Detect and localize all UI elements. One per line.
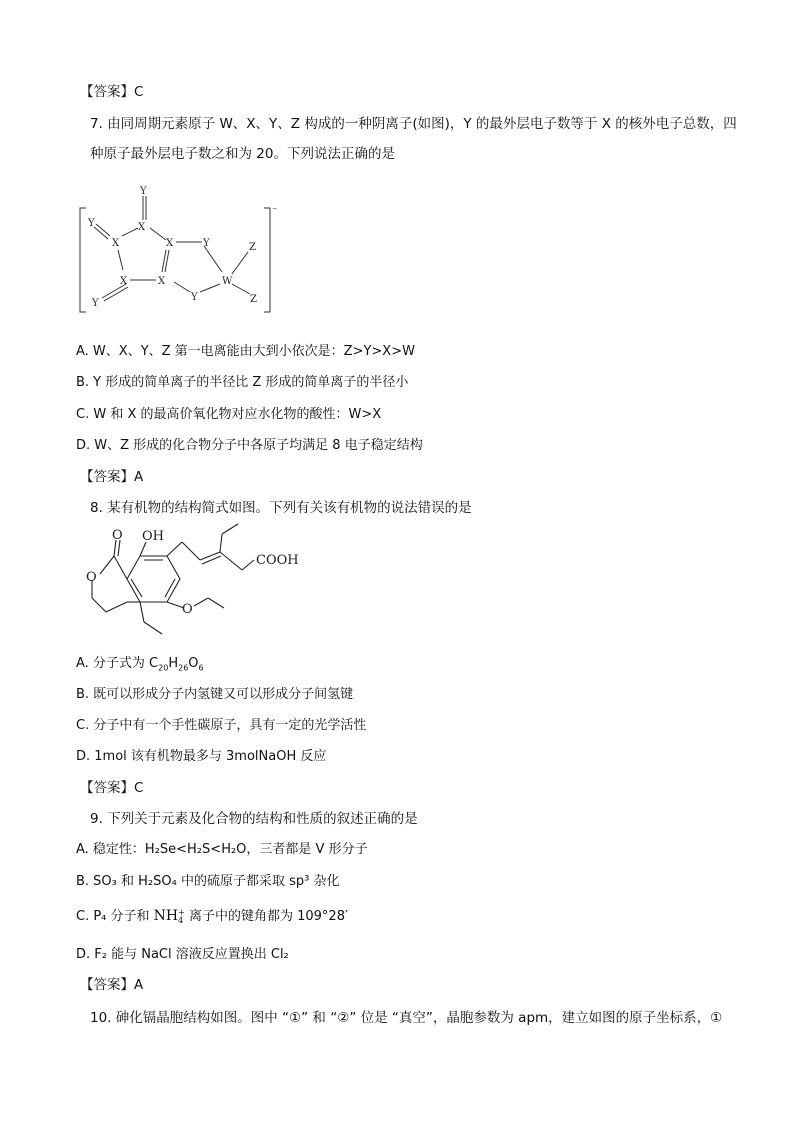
q9-answer: 【答案】A: [80, 977, 144, 993]
q8-option-a-h: H: [168, 656, 179, 671]
q9-option-c-charge: +: [178, 907, 185, 917]
q7-option-c: C. W 和 X 的最高价氧化物对应水化物的酸性：W>X: [76, 407, 382, 422]
q8-organic-structure-figure: [72, 522, 312, 647]
q8-option-a-c-count: 20: [158, 663, 169, 673]
atom-y-bottom: Y: [92, 298, 99, 309]
q9-option-c-prefix: C. P₄ 分子和: [76, 909, 154, 924]
q7-option-d: D. W、Z 形成的化合物分子中各原子均满足 8 电子稳定结构: [76, 438, 423, 453]
q9-option-a: A. 稳定性：H₂Se<H₂S<H₂O，三者都是 V 形分子: [76, 842, 368, 857]
q9-option-c-ion: NH: [153, 908, 179, 924]
q9-option-c-suffix: 离子中的键角都为 109°28′: [184, 909, 348, 924]
q8-stem: 8. 某有机物的结构简式如图。下列有关该有机物的说法错误的是: [90, 500, 472, 516]
q9-option-b: B. SO₃ 和 H₂SO₄ 中的硫原子都采取 sp³ 杂化: [76, 874, 340, 889]
atom-x-left: X: [112, 238, 120, 249]
atom-y-lower-bridge: Y: [191, 292, 198, 303]
q8-option-a-o-count: 6: [198, 663, 204, 673]
q8-option-a-o: O: [188, 656, 199, 671]
q8-option-a: [76, 654, 204, 674]
q9-option-c-subscript: 4: [178, 915, 184, 925]
atom-y-top: Y: [140, 186, 147, 197]
atom-x-top: X: [138, 222, 146, 233]
carbonyl-o-label: O: [112, 528, 123, 543]
q8-option-c: C. 分子中有一个手性碳原子，具有一定的光学活性: [76, 718, 367, 733]
q9-option-d: D. F₂ 能与 NaCl 溶液反应置换出 Cl₂: [76, 947, 289, 962]
oh-label: OH: [142, 529, 164, 544]
atom-x-bottom-right: X: [158, 276, 166, 287]
q8-option-a-h-count: 26: [178, 663, 189, 673]
q8-option-b: B. 既可以形成分子内氢键又可以形成分子间氢键: [76, 687, 354, 702]
q7-stem-line2: 种原子最外层电子数之和为 20。下列说法正确的是: [90, 146, 395, 162]
q7-anion-structure-figure: [70, 180, 290, 320]
ether-o-label: O: [182, 602, 193, 617]
atom-x-right: X: [166, 238, 174, 249]
q7-option-b: B. Y 形成的简单离子的半径比 Z 形成的简单离子的半径小: [76, 375, 409, 390]
atom-z-upper: Z: [249, 242, 256, 253]
q9-option-c: [76, 906, 348, 927]
q7-stem-line1: 7. 由同周期元素原子 W、X、Y、Z 构成的一种阴离子(如图)，Y 的最外层电子数等于 X 的核外电子总数，四: [90, 116, 737, 132]
atom-y-left: Y: [88, 218, 95, 229]
atom-z-lower: Z: [250, 294, 257, 305]
q10-stem: 10. 砷化镉晶胞结构如图。图中 “①” 和 “②” 位是 “真空”，晶胞参数为 apm，建立如图的原子坐标系，①: [90, 1010, 723, 1026]
atom-w: W: [222, 276, 233, 287]
anion-charge: ⁻: [272, 206, 278, 217]
q7-answer: 【答案】A: [80, 469, 144, 485]
q9-stem: 9. 下列关于元素及化合物的结构和性质的叙述正确的是: [90, 811, 418, 827]
atom-x-bottom-left: X: [120, 276, 128, 287]
answer-previous: 【答案】C: [80, 84, 144, 100]
q7-option-a: A. W、X、Y、Z 第一电离能由大到小依次是：Z>Y>X>W: [76, 344, 415, 359]
ring-o-label: O: [86, 570, 97, 585]
atom-y-upper-bridge: Y: [203, 238, 210, 249]
q8-answer: 【答案】C: [80, 780, 144, 796]
q8-option-a-prefix: A. 分子式为 C: [76, 656, 159, 671]
cooh-label: COOH: [256, 553, 299, 568]
q8-option-d: D. 1mol 该有机物最多与 3molNaOH 反应: [76, 749, 327, 764]
